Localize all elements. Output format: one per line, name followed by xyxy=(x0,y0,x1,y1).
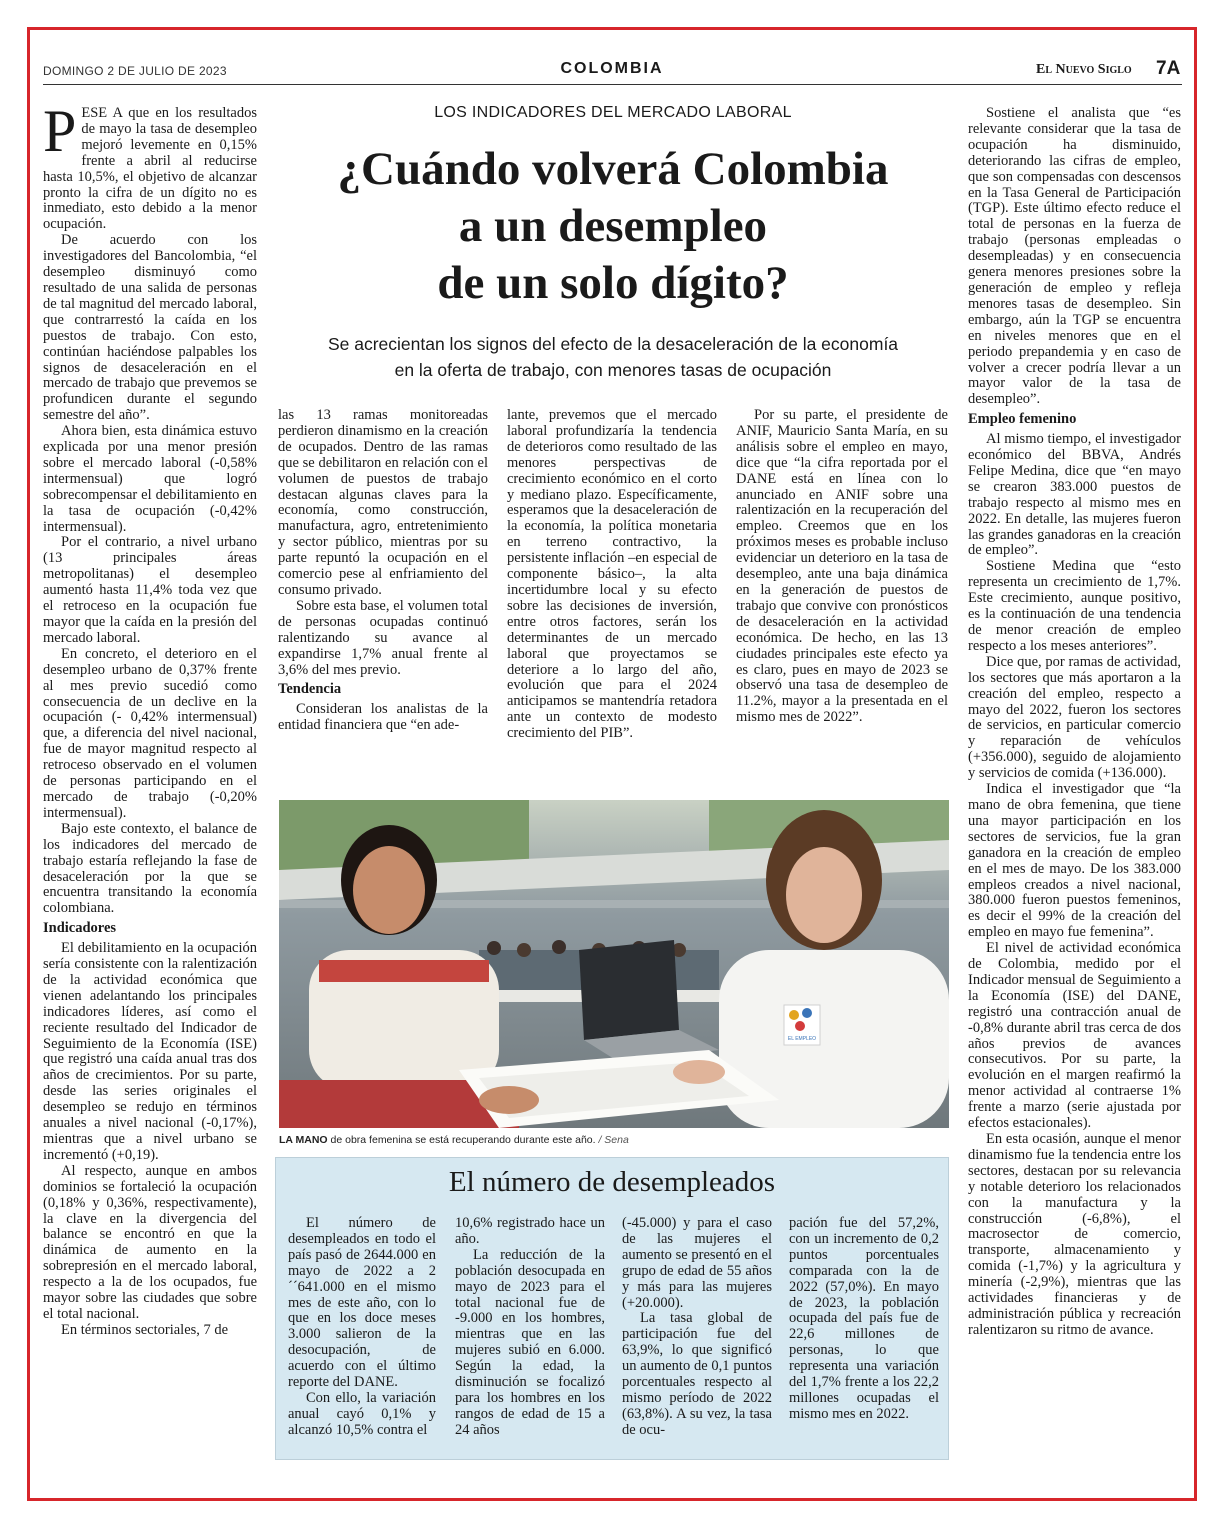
subhead-indicadores: Indicadores xyxy=(43,920,117,937)
paragraph: En esta ocasión, aunque el menor dinamismo fue la tendencia entre los sectores, destacan por su relevancia y notable deterioro los relacionados con la manufactura y la construcción (-6,8%), el macrosector de comercio, transporte, almacenamiento y comida (-1,7%) y la agricultura y minería (-2,9%), mientras que las actividades financieras y de administración pública y recreación ralentizaron su ritmo de avance. xyxy=(968,1131,1181,1338)
column-1 xyxy=(43,98,257,1339)
paragraph: Ahora bien, esta dinámica estuvo explicada por una menor presión sobre el mercado laboral (-0,58% intermensual) que logró sobrecompensar el debilitamiento en la tasa de ocupación (-0,42% intermensual). xyxy=(43,423,257,535)
section-name: COLOMBIA xyxy=(560,60,664,77)
headline-line: de un solo dígito? xyxy=(437,257,789,309)
column-3 xyxy=(507,408,717,742)
paragraph: Por su parte, el presidente de ANIF, Mauricio Santa María, en su análisis sobre el empleo en mayo, dice que “la cifra reportada por el DANE está en línea con lo anunciado en ANIF sobre una ralentización en la recuperación del empleo. Creemos que en los próximos meses es probable incluso evidenciar un deterioro en la tasa de desempleo, ante una baja dinámica en la generación de puestos de trabajo que convive con pronósticos de desaceleración en la actividad económica. De hecho, en las 13 ciudades principales este efecto ya es claro, pues en mayo de 2023 se observó una tasa de desempleo de 11.2%, mayor a la presentada en el mismo mes de 2022”. xyxy=(736,407,948,726)
paragraph: Sobre esta base, el volumen total de personas ocupadas continuó ralentizando su avance al expandirse 1,7% anual frente al 3,6% del mes previo. xyxy=(278,597,488,678)
box-column-2 xyxy=(455,1216,605,1439)
paragraph: Por el contrario, a nivel urbano (13 principales áreas metropolitanas) el desempleo aumentó hasta 11,4% toda vez que el retroceso en la ocupación fue mayor que la caída en la presión del mercado laboral. xyxy=(43,534,257,646)
column-5 xyxy=(968,106,1181,1339)
lead-paragraph: PESE A que en los resultados de mayo la tasa de desempleo mejoró levemente en 0,15% frente a abril al reducirse hasta 10,5%, el objetivo de alcanzar pronto la cifra de un dígito no es inmediato, esto debido a la menor ocupación. xyxy=(43,98,257,233)
paragraph: (-45.000) y para el caso de las mujeres el aumento se presentó en el grupo de edad de 55 años y más para las mujeres (+20.000). xyxy=(622,1215,772,1311)
paragraph: Con ello, la variación anual cayó 0,1% y alcanzó 10,5% contra el xyxy=(288,1389,436,1438)
paragraph: Indica el investigador que “la mano de obra femenina, que tiene una mayor participación en los sectores de servicios, fue la gran ganadora en la creación de empleo en el mes de mayo. De los 383.000 empleos creados a nivel nacional, 380.000 fueron puestos femeninos, es decir el 99% de la creación del empleo en mayo fue femenina”. xyxy=(968,781,1181,941)
paragraph: Al mismo tiempo, el investigador económico del BBVA, Andrés Felipe Medina, dice que “en mayo se crearon 383.000 puestos de trabajo respecto al mismo mes en 2022. En detalle, las mujeres fueron las grandes ganadoras en la creación de empleo”. xyxy=(968,431,1181,559)
deck xyxy=(278,331,948,383)
sidebar-box xyxy=(275,1157,949,1460)
paragraph: pación fue del 57,2%, con un incremento de 0,2 puntos porcentuales comparada con la de 2022 (57,0%). En mayo de 2023, la población ocupada del país fue de 22,6 millones de personas, lo que representa una variación del 1,7% frente a los 22,2 millones ocupadas el mismo mes en 2022. xyxy=(789,1215,939,1422)
paragraph: En términos sectoriales, 7 de xyxy=(61,1321,229,1338)
paragraph: De acuerdo con los investigadores del Bancolombia, “el desempleo disminuyó como resultado de una salida de personas de tal magnitud del mercado laboral, que contrarrestó la caída en los puestos de trabajo. Con esto, continúan haciéndose palpables los signos de desaceleración en el mercado de trabajo que prevemos se profundicen durante el segundo semestre del año”. xyxy=(43,232,257,424)
paragraph: El nivel de actividad económica de Colombia, medido por el Indicador mensual de Seguimiento a la Economía (ISE) del DANE, registró una contracción anual de -0,8% durante abril tras cerca de dos años previos de avances consecutivos. Por su parte, la evolución en el margen reafirmó la menor actividad al contraerse 1% frente a marzo (serie ajustada por efectos estacionales). xyxy=(968,940,1181,1132)
paragraph: Sostiene Medina que “esto representa un crecimiento de 1,7%. Este crecimiento, aunque positivo, es la continuación de una tendencia de menor creación de empleo respecto a los meses anteriores”. xyxy=(968,558,1181,654)
paragraph: En concreto, el deterioro en el desempleo urbano de 0,37% frente al mes previo sucedió como consecuencia de un declive en la ocupación (- 0,42% intermensual) que, a diferencia del nivel nacional, fue de mayor magnitud respecto al retroceso observado en el volumen de personas participando en el mercado de trabajo (-0,20% intermensual). xyxy=(43,645,257,821)
deck-line: Se acrecientan los signos del efecto de la desaceleración de la economía xyxy=(327,334,899,354)
drop-cap: P xyxy=(43,98,77,164)
article-photo xyxy=(279,800,949,1128)
paragraph: Bajo este contexto, el balance de los indicadores del mercado de trabajo estaría reflejando la fase de desaceleración por la que se encuentra transitando la economía colombiana. xyxy=(43,820,257,917)
column-2 xyxy=(278,408,488,734)
paragraph: Sostiene el analista que “es relevante considerar que la tasa de ocupación ha disminuido, deteriorando las cifras de empleo, que son compensadas con descensos en la Tasa General de Participación (TGP). Este último efecto reduce el total de personas en la fuerza de trabajo (personas empleadas o desempleadas) y en consecuencia genera menores presiones sobre la generación de empleo y refleja menores tasas de desempleo. Sin embargo, aún la TGP se encuentra en niveles menores que en el periodo prepandemia y en caso de volver a crecer podría llevar a un mayor valor de la tasa de desempleo”. xyxy=(968,105,1181,408)
paragraph: las 13 ramas monitoreadas perdieron dinamismo en la creación de ocupados. Dentro de las ramas que se debilitaron en relación con el volumen de puestos de trabajo destacan algunas claves para la economía, como construcción, manufactura, agro, entretenimiento y sector público, mientras por su parte repuntó la ocupación en el comercio pese al enfriamiento del consumo privado. xyxy=(278,407,488,598)
column-4 xyxy=(736,408,948,726)
photo-illustration xyxy=(279,800,949,1128)
box-column-3 xyxy=(622,1216,772,1439)
photo-caption xyxy=(279,1134,629,1146)
page-number: 7A xyxy=(1156,58,1181,79)
kicker: LOS INDICADORES DEL MERCADO LABORAL xyxy=(434,104,792,121)
paragraph: El debilitamiento en la ocupación sería consistente con la ralentización de la actividad económica que vienen adelantando los principales indicadores líderes, así como el reciente resultado del Indicador de Seguimiento de la Economía (ISE) que registró una caída anual tras dos años de crecimientos. Por su parte, desde las series originales el desempleo se redujo en términos anuales a nivel nacional (-0,17%), mientras que a nivel urbano se incrementó (+0,19). xyxy=(43,940,257,1163)
newspaper-brand: El Nuevo Siglo xyxy=(1036,62,1132,77)
paragraph: lante, prevemos que el mercado laboral profundizaría la tendencia de deterioros como resultado de las menores perspectivas de crecimiento económico en el corto y mediano plazo. Específicamente, esperamos que la desaceleración de la economía, la política monetaria en terreno contractivo, la persistente inflación –en especial de componente básico–, la alta incertidumbre local y su efecto sobre las decisiones de inversión, entre otros factores, serán los determinantes de un mercado laboral que proyectamos se deteriore a lo largo del año, evolución que para el 2024 anticipamos se mantendría retadora ante un contexto de modesto crecimiento del PIB”. xyxy=(507,407,717,742)
caption-lead: LA MANO xyxy=(279,1134,328,1146)
box-column-4 xyxy=(789,1216,939,1423)
headline-line: a un desempleo xyxy=(458,200,768,252)
paragraph: Dice que, por ramas de actividad, los sectores que más aportaron a la creación del empleo, respecto a mayo del 2022, fueron los sectores de servicios, en particular comercio y reparación de vehículos (+356.000), seguido de alojamiento y servicios de comida (+136.000). xyxy=(968,653,1181,782)
headline xyxy=(278,141,948,312)
photo-credit: / Sena xyxy=(598,1134,629,1146)
paragraph: Consideran los analistas de la entidad financiera que “en ade- xyxy=(278,701,488,734)
subhead-empleo-femenino: Empleo femenino xyxy=(968,411,1077,428)
headline-line: ¿Cuándo volverá Colombia xyxy=(337,143,889,195)
subhead-tendencia: Tendencia xyxy=(278,681,342,698)
paragraph: 10,6% registrado hace un año. xyxy=(455,1215,605,1247)
box-column-1 xyxy=(288,1216,436,1439)
box-title: El número de desempleados xyxy=(448,1166,776,1198)
caption-text: de obra femenina se está recuperando durante este año. xyxy=(327,1134,596,1146)
paragraph: Al respecto, aunque en ambos dominios se fortaleció la ocupación (0,18% y 0,36%, respectivamente), la clave en la divergencia del balance se encontró en que la dinámica de aumento en la sobrepresión en el mercado laboral, respecto a la de los ocupados, fue mayor sobre las ciudades que sobre el total nacional. xyxy=(43,1162,257,1322)
issue-date: DOMINGO 2 DE JULIO DE 2023 xyxy=(43,64,227,78)
paragraph: La reducción de la población desocupada en mayo de 2023 para el total nacional fue de -9.000 en los hombres, mientras que en las mujeres subió en 6.000. Según la edad, la disminución se focalizó para los hombres en los rangos de edad de 15 a 24 años xyxy=(455,1246,605,1438)
logo-text: EL EMPLEO xyxy=(787,1036,817,1042)
header-rule xyxy=(43,84,1182,85)
paragraph: La tasa global de participación fue del 63,9%, lo que significó un aumento de 0,1 puntos porcentuales respecto al mismo período de 2022 (63,8%). A su vez, la tasa de ocu- xyxy=(622,1310,772,1438)
paragraph: El número de desempleados en todo el país pasó de 2644.000 en mayo de 2022 a 2´´641.000 en el mismo mes de este año, con lo que en los doce meses 3.000 salieron de la desocupación, de acuerdo con el último reporte del DANE. xyxy=(288,1215,436,1391)
deck-line: en la oferta de trabajo, con menores tasas de ocupación xyxy=(394,360,832,380)
